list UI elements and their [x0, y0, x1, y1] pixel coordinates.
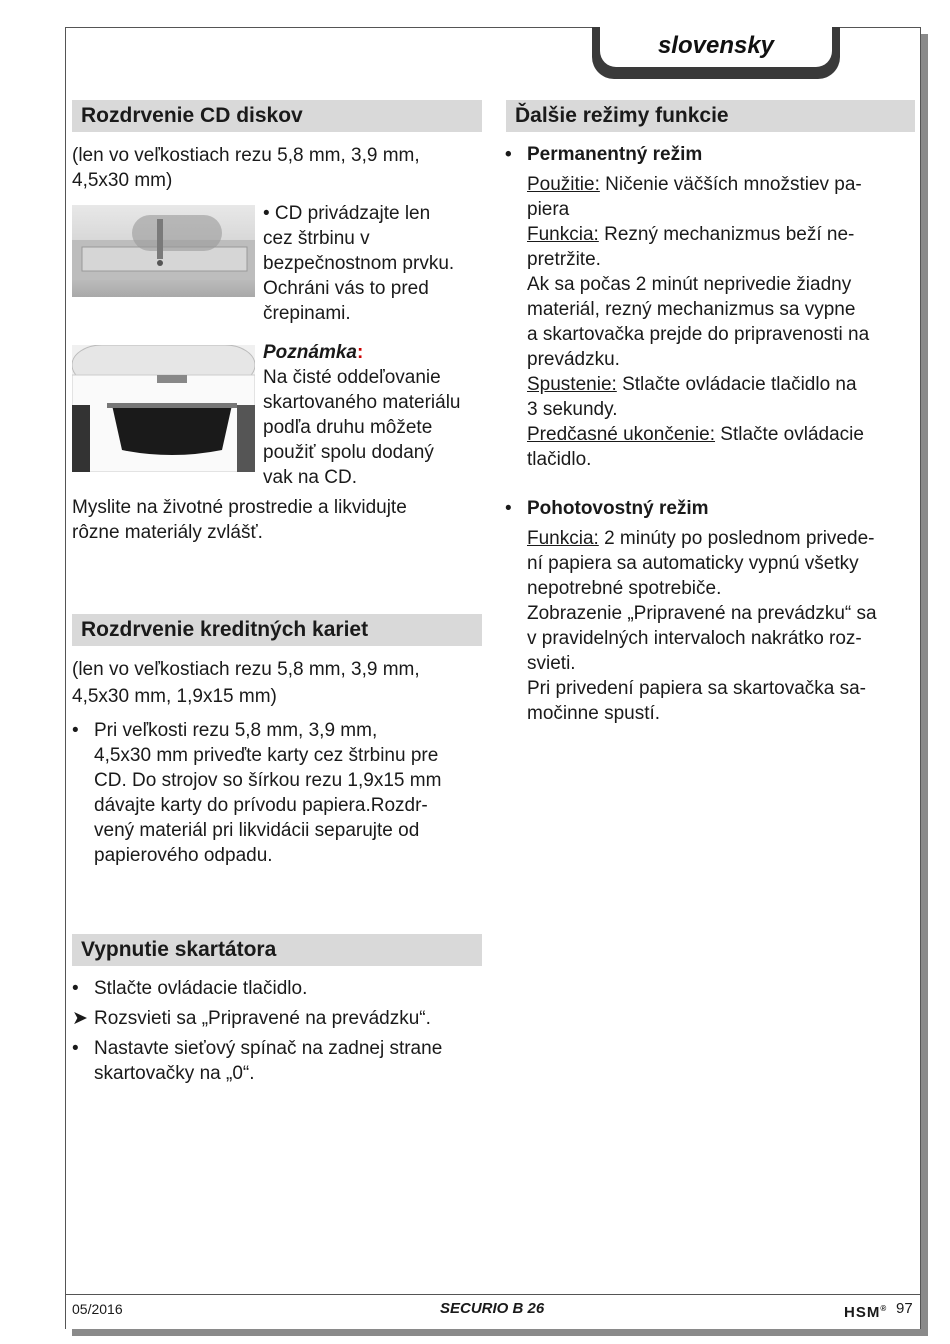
standby-line: nepotrebné spotrebiče. — [527, 578, 722, 599]
cd-note-colon: : — [356, 342, 364, 363]
permanent-start-label: Spustenie: — [527, 374, 617, 395]
off-item: Rozsvieti sa „Pripravené na prevádzku“. — [94, 1008, 431, 1029]
permanent-more-line: prevádzku. — [527, 349, 620, 370]
permanent-more-line: a skartovačka prejde do pripravenosti na — [527, 324, 870, 345]
standby-line: ní papiera sa automaticky vypnú všetky — [527, 553, 859, 574]
standby-func — [527, 526, 915, 551]
cd-note-line: podľa druhu môžete — [263, 417, 433, 438]
cd-note-label: Poznámka — [263, 342, 357, 363]
standby-line: Pri privedení papiera sa skartovačka sa- — [527, 678, 866, 699]
standby-func-text: 2 minúty po poslednom privede- — [598, 528, 875, 549]
permanent-stop-text2: tlačidlo. — [527, 449, 592, 470]
permanent-func-text: Rezný mechanizmus beží ne- — [598, 224, 855, 245]
cards-text — [94, 718, 484, 868]
hsm-logo — [844, 1300, 887, 1322]
footer-rule — [65, 1294, 921, 1295]
cards-line: Pri veľkosti rezu 5,8 mm, 3,9 mm, — [94, 720, 378, 741]
cd-note-line: skartovaného materiálu — [263, 392, 461, 413]
permanent-title: Permanentný režim — [527, 144, 703, 165]
standby-line: v pravidelných intervaloch nakrátko roz- — [527, 628, 862, 649]
cards-intro-line: (len vo veľkostiach rezu 5,8 mm, 3,9 mm, — [72, 659, 420, 680]
permanent-bullet: • — [505, 144, 512, 165]
standby-func-label: Funkcia: — [527, 528, 599, 549]
cd-env-line: rôzne materiály zvlášť. — [72, 522, 263, 543]
cd-slot-illustration — [72, 205, 255, 297]
off-item-line: Nastavte sieťový spínač na zadnej strane — [94, 1038, 443, 1059]
cd-step-line: bezpečnostnom prvku. — [263, 253, 455, 274]
permanent-more-line: materiál, rezný mechanizmus sa vypne — [527, 299, 856, 320]
permanent-func — [527, 222, 915, 247]
cd-step-line: Ochráni vás to pred — [263, 278, 429, 299]
off-item-line: skartovačky na „0“. — [94, 1063, 255, 1084]
cards-line: CD. Do strojov so šírkou rezu 1,9x15 mm — [94, 770, 442, 791]
cards-intro — [72, 656, 482, 710]
permanent-start-text: Stlačte ovládacie tlačidlo na — [616, 374, 857, 395]
modes-section-title: Ďalšie režimy funkcie — [506, 100, 915, 132]
off-marker: ➤ — [72, 1008, 88, 1029]
cd-intro: (len vo veľkostiach rezu 5,8 mm, 3,9 mm, 4,5x30 mm) — [72, 145, 420, 191]
permanent-stop-label: Predčasné ukončenie: — [527, 424, 716, 445]
permanent-start-text2: 3 sekundy. — [527, 399, 618, 420]
language-tab-inner — [600, 27, 832, 67]
language-label: slovensky — [657, 32, 775, 59]
permanent-use-label: Použitie: — [527, 174, 600, 195]
off-item — [94, 1036, 484, 1086]
standby-line: Zobrazenie „Pripravené na prevádzku“ sa — [527, 603, 877, 624]
footer-date: 05/2016 — [72, 1301, 123, 1317]
cd-step-line: črepinami. — [263, 303, 351, 324]
cards-bullet: • — [72, 720, 79, 741]
permanent-stop — [527, 422, 915, 447]
footer-page-number: 97 — [896, 1300, 913, 1317]
standby-line: močinne spustí. — [527, 703, 661, 724]
hsm-logo-reg: ® — [880, 1304, 888, 1313]
permanent-start — [527, 372, 915, 397]
footer-model: SECURIO B 26 — [440, 1300, 545, 1317]
permanent-body — [527, 172, 915, 472]
hsm-logo-text: HSM — [844, 1304, 881, 1321]
cd-bag-illustration — [72, 345, 255, 472]
cards-line: 4,5x30 mm priveďte karty cez štrbinu pre — [94, 745, 439, 766]
cards-line: papierového odpadu. — [94, 845, 273, 866]
cd-note — [263, 340, 481, 490]
cd-note-line: použiť spolu dodaný — [263, 442, 434, 463]
cd-step — [263, 201, 481, 326]
standby-bullet: • — [505, 498, 512, 519]
permanent-use-text2: piera — [527, 199, 570, 220]
standby-body — [527, 526, 915, 726]
page-shadow-bottom — [72, 1329, 928, 1336]
standby-title: Pohotovostný režim — [527, 498, 709, 519]
cards-intro-line: 4,5x30 mm, 1,9x15 mm) — [72, 686, 277, 707]
permanent-stop-text: Stlačte ovládacie — [715, 424, 864, 445]
page-shadow-right — [921, 34, 928, 1336]
standby-line: svieti. — [527, 653, 576, 674]
off-marker: • — [72, 978, 79, 999]
cd-step-line: • CD privádzajte len — [263, 203, 431, 224]
permanent-func-text2: pretržite. — [527, 249, 601, 270]
cd-step-line: cez štrbinu v — [263, 228, 370, 249]
off-marker: • — [72, 1038, 79, 1059]
cd-slot-image — [72, 205, 255, 297]
cd-note-line: Na čisté oddeľovanie — [263, 367, 441, 388]
cd-bag-image — [72, 345, 255, 472]
cd-env-line: Myslite na životné prostredie a likvidujte — [72, 497, 407, 518]
permanent-use — [527, 172, 915, 197]
off-section-title: Vypnutie skartátora — [72, 934, 482, 966]
cd-note-line: vak na CD. — [263, 467, 357, 488]
permanent-func-label: Funkcia: — [527, 224, 599, 245]
cards-line: dávajte karty do prívodu papiera.Rozdr- — [94, 795, 428, 816]
cd-note-heading — [263, 340, 481, 365]
cd-environment-note — [72, 495, 482, 545]
off-item: Stlačte ovládacie tlačidlo. — [94, 978, 308, 999]
permanent-use-text: Ničenie väčších množstiev pa- — [599, 174, 862, 195]
cd-section-title: Rozdrvenie CD diskov — [72, 100, 482, 132]
cards-section-title: Rozdrvenie kreditných kariet — [72, 614, 482, 646]
permanent-more-line: Ak sa počas 2 minút neprivedie žiadny — [527, 274, 852, 295]
cards-line: vený materiál pri likvidácii separujte od — [94, 820, 420, 841]
